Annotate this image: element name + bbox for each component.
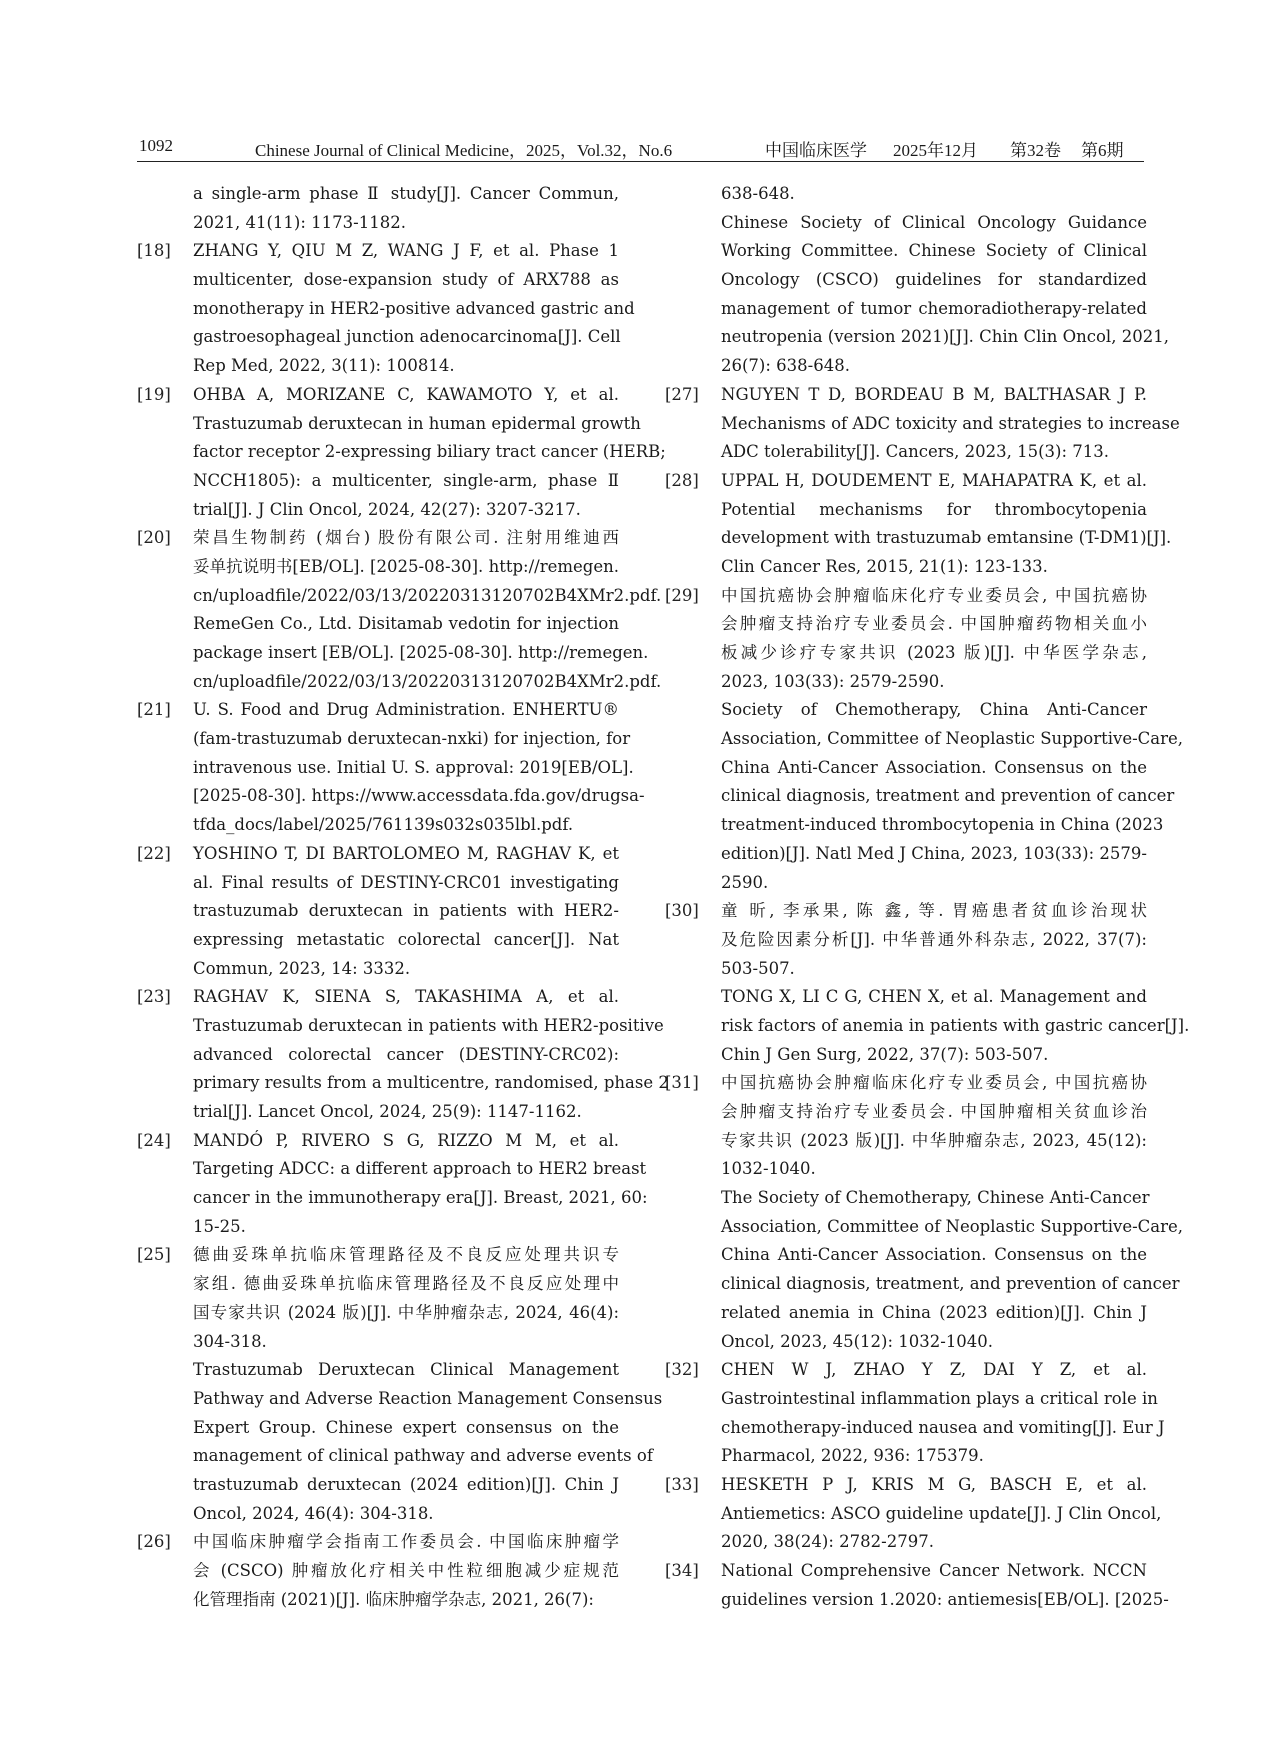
reference-number: [25]: [137, 1245, 171, 1265]
reference-line: cancer in the immunotherapy era[J]. Breast, 2021, 60:: [193, 1188, 648, 1208]
reference-line: China Anti-Cancer Association. Consensus on the: [721, 757, 1147, 777]
reference-line: chemotherapy-induced nausea and vomiting[J]. Eur J: [721, 1417, 1165, 1437]
reference-line: 会肿瘤支持治疗专业委员会. 中国肿瘤药物相关血小: [721, 614, 1147, 634]
reference-line: Antiemetics: ASCO guideline update[J]. J Clin Oncol,: [721, 1503, 1162, 1523]
reference-entry: [665, 1069, 1184, 1356]
reference-line: UPPAL H, DOUDEMENT E, MAHAPATRA K, et al.: [721, 470, 1147, 490]
journal-title-en: Chinese Journal of Clinical Medicine，2025，Vol.32，No.6: [255, 141, 673, 160]
reference-line: Chin J Gen Surg, 2022, 37(7): 503-507.: [721, 1044, 1049, 1064]
reference-number: [31]: [665, 1073, 699, 1093]
reference-number: [24]: [137, 1130, 171, 1150]
reference-entry: [137, 696, 645, 839]
reference-line: NCCH1805): a multicenter, single-arm, phase Ⅱ: [193, 470, 619, 490]
issue-date: 2025年12月: [893, 141, 978, 160]
volume-label: 第32卷: [1010, 141, 1061, 160]
reference-line: 童 昕, 李承果, 陈 鑫, 等. 胃癌患者贫血诊治现状: [721, 901, 1147, 921]
reference-line: trial[J]. J Clin Oncol, 2024, 42(27): 3207-3217.: [193, 499, 581, 519]
reference-entry: [137, 381, 666, 524]
reference-line: edition)[J]. Natl Med J China, 2023, 103(33): 2579-: [721, 843, 1147, 863]
reference-line: [2025-08-30]. https://www.accessdata.fda.gov/drugsa-: [193, 786, 645, 806]
reference-line: OHBA A, MORIZANE C, KAWAMOTO Y, et al.: [193, 384, 619, 404]
reference-line: multicenter, dose-expansion study of ARX788 as: [193, 270, 619, 290]
reference-number: [26]: [137, 1532, 171, 1552]
reference-line: TONG X, LI C G, CHEN X, et al. Management and: [721, 987, 1147, 1007]
reference-line: guidelines version 1.2020: antiemesis[EB/OL]. [2025-: [721, 1589, 1169, 1609]
reference-line: 503-507.: [721, 958, 795, 978]
reference-number: [22]: [137, 843, 171, 863]
reference-line: 中国抗癌协会肿瘤临床化疗专业委员会, 中国抗癌协: [721, 1073, 1147, 1093]
reference-line: Trastuzumab deruxtecan in patients with HER2-positive: [193, 1015, 664, 1035]
reference-line: 2020, 38(24): 2782-2797.: [721, 1532, 934, 1552]
reference-line: Targeting ADCC: a different approach to HER2 breast: [193, 1159, 647, 1179]
reference-line: 638-648.: [721, 184, 795, 203]
reference-line: Working Committee. Chinese Society of Clinical: [721, 241, 1147, 261]
reference-line: 家组. 德曲妥珠单抗临床管理路径及不良反应处理中: [193, 1274, 619, 1294]
reference-entry: [665, 1356, 1165, 1471]
reference-line: Rep Med, 2022, 3(11): 100814.: [193, 356, 455, 376]
reference-line: al. Final results of DESTINY-CRC01 investigating: [193, 872, 619, 892]
reference-number: [34]: [665, 1561, 699, 1580]
reference-entry: [665, 1557, 1169, 1614]
reference-line: factor receptor 2-expressing biliary tract cancer (HERB;: [193, 442, 666, 462]
reference-line: 荣昌生物制药 (烟台) 股份有限公司. 注射用维迪西: [193, 528, 619, 548]
reference-line: 及危险因素分析[J]. 中华普通外科杂志, 2022, 37(7):: [721, 929, 1147, 949]
reference-line: 德曲妥珠单抗临床管理路径及不良反应处理共识专: [193, 1245, 619, 1265]
reference-line: management of tumor chemoradiotherapy-related: [721, 298, 1147, 318]
reference-line: (fam-trastuzumab deruxtecan-nxki) for injection, for: [193, 729, 631, 749]
reference-line: 2023, 103(33): 2579-2590.: [721, 671, 945, 691]
reference-line: 304-318.: [193, 1331, 267, 1351]
reference-line: risk factors of anemia in patients with gastric cancer[J].: [721, 1015, 1190, 1035]
reference-number: [29]: [665, 585, 699, 605]
reference-entry: [137, 1528, 619, 1614]
reference-line: Oncology (CSCO) guidelines for standardized: [721, 270, 1147, 290]
reference-line: a single-arm phase Ⅱ study[J]. Cancer Commun,: [193, 184, 619, 203]
reference-line: trial[J]. Lancet Oncol, 2024, 25(9): 1147-1162.: [193, 1102, 582, 1121]
reference-line: 15-25.: [193, 1216, 246, 1236]
reference-line: Oncol, 2024, 46(4): 304-318.: [193, 1503, 434, 1523]
reference-line: clinical diagnosis, treatment, and prevention of cancer: [721, 1274, 1180, 1294]
reference-line: development with trastuzumab emtansine (T-DM1)[J].: [721, 528, 1172, 548]
reference-entry: [665, 467, 1172, 582]
reference-line: RAGHAV K, SIENA S, TAKASHIMA A, et al.: [193, 987, 619, 1007]
reference-column-left: [137, 180, 669, 1614]
page-number: 1092: [139, 136, 173, 155]
reference-line: 国专家共识 (2024 版)[J]. 中华肿瘤杂志, 2024, 46(4):: [193, 1302, 619, 1322]
reference-line: 专家共识 (2023 版)[J]. 中华肿瘤杂志, 2023, 45(12):: [721, 1130, 1147, 1150]
reference-line: 会 (CSCO) 肿瘤放化疗相关中性粒细胞减少症规范: [193, 1561, 619, 1580]
issue-label: 第6期: [1081, 141, 1124, 160]
reference-line: ZHANG Y, QIU M Z, WANG J F, et al. Phase 1: [193, 241, 619, 261]
reference-number: [32]: [665, 1360, 699, 1380]
reference-line: Association, Committee of Neoplastic Supportive-Care,: [721, 729, 1184, 749]
reference-number: [27]: [665, 384, 699, 404]
reference-number: [18]: [137, 241, 171, 261]
reference-line: Clin Cancer Res, 2015, 21(1): 123-133.: [721, 556, 1048, 576]
reference-line: management of clinical pathway and adverse events of: [193, 1446, 653, 1466]
reference-line: tfda_docs/label/2025/761139s032s035lbl.pdf.: [193, 815, 574, 835]
reference-line: National Comprehensive Cancer Network. NCCN: [721, 1561, 1147, 1580]
reference-number: [21]: [137, 700, 171, 720]
reference-line: 2590.: [721, 872, 769, 892]
reference-entry: [665, 381, 1180, 467]
reference-line: 26(7): 638-648.: [721, 356, 850, 376]
reference-entry: [137, 180, 619, 237]
reference-line: Trastuzumab Deruxtecan Clinical Management: [193, 1360, 619, 1380]
reference-entry: [137, 983, 669, 1126]
reference-line: 中国抗癌协会肿瘤临床化疗专业委员会, 中国抗癌协: [721, 585, 1147, 605]
reference-line: MANDÓ P, RIVERO S G, RIZZO M M, et al.: [193, 1130, 619, 1150]
reference-number: [28]: [665, 470, 699, 490]
reference-line: ADC tolerability[J]. Cancers, 2023, 15(3): 713.: [721, 442, 1109, 462]
reference-line: Oncol, 2023, 45(12): 1032-1040.: [721, 1331, 994, 1351]
reference-line: 2021, 41(11): 1173-1182.: [193, 212, 406, 232]
reference-line: Gastrointestinal inflammation plays a critical role in: [721, 1388, 1158, 1408]
reference-entry: [137, 840, 619, 983]
reference-line: primary results from a multicentre, randomised, phase 2: [193, 1073, 669, 1093]
reference-line: U. S. Food and Drug Administration. ENHERTU®: [193, 700, 619, 720]
reference-line: Pathway and Adverse Reaction Management Consensus: [193, 1388, 663, 1408]
reference-line: CHEN W J, ZHAO Y Z, DAI Y Z, et al.: [721, 1360, 1147, 1380]
reference-line: Expert Group. Chinese expert consensus on the: [193, 1417, 619, 1437]
reference-line: HESKETH P J, KRIS M G, BASCH E, et al.: [721, 1474, 1147, 1494]
reference-line: gastroesophageal junction adenocarcinoma[J]. Cell: [193, 327, 621, 347]
reference-line: Potential mechanisms for thrombocytopenia: [721, 499, 1147, 519]
journal-title-cn: 中国临床医学: [765, 141, 867, 160]
reference-number: [23]: [137, 987, 171, 1007]
reference-line: Pharmacol, 2022, 936: 175379.: [721, 1446, 984, 1466]
reference-line: trastuzumab deruxtecan (2024 edition)[J]. Chin J: [193, 1474, 619, 1494]
reference-line: RemeGen Co., Ltd. Disitamab vedotin for injection: [193, 614, 619, 634]
reference-line: 中国临床肿瘤学会指南工作委员会. 中国临床肿瘤学: [193, 1532, 619, 1552]
reference-entry: [665, 1471, 1162, 1557]
header-rule: [137, 161, 1144, 162]
reference-entry: [137, 1241, 663, 1528]
reference-line: 妥单抗说明书[EB/OL]. [2025-08-30]. http://remegen.: [193, 556, 619, 576]
reference-line: The Society of Chemotherapy, Chinese Anti-Cancer: [721, 1188, 1150, 1208]
reference-line: neutropenia (version 2021)[J]. Chin Clin Oncol, 2021,: [721, 327, 1169, 347]
reference-line: Commun, 2023, 14: 3332.: [193, 958, 411, 978]
reference-line: 板减少诊疗专家共识 (2023 版)[J]. 中华医学杂志,: [721, 643, 1147, 662]
reference-number: [20]: [137, 528, 171, 548]
reference-entry: [665, 582, 1184, 898]
reference-line: treatment-induced thrombocytopenia in China (2023: [721, 815, 1164, 835]
reference-line: cn/uploadfile/2022/03/13/20220313120702B4XMr2.pdf.: [193, 585, 662, 605]
reference-line: advanced colorectal cancer (DESTINY-CRC02):: [193, 1044, 619, 1064]
reference-column-right: [665, 180, 1190, 1614]
reference-line: intravenous use. Initial U. S. approval: 2019[EB/OL].: [193, 757, 634, 777]
reference-line: China Anti-Cancer Association. Consensus on the: [721, 1245, 1147, 1265]
reference-line: clinical diagnosis, treatment and prevention of cancer: [721, 786, 1175, 806]
reference-entry: [137, 1127, 648, 1242]
reference-line: 会肿瘤支持治疗专业委员会. 中国肿瘤相关贫血诊治: [721, 1102, 1147, 1121]
reference-entry: [137, 237, 635, 380]
reference-line: monotherapy in HER2-positive advanced gastric and: [193, 298, 635, 318]
reference-line: Trastuzumab deruxtecan in human epidermal growth: [193, 413, 641, 433]
reference-line: NGUYEN T D, BORDEAU B M, BALTHASAR J P.: [721, 384, 1147, 404]
reference-entry: [665, 180, 1169, 381]
reference-line: expressing metastatic colorectal cancer[J]. Nat: [193, 929, 619, 949]
reference-entry: [665, 897, 1190, 1069]
reference-line: package insert [EB/OL]. [2025-08-30]. http://remegen.: [193, 643, 649, 662]
reference-number: [33]: [665, 1474, 699, 1494]
reference-line: Society of Chemotherapy, China Anti-Cancer: [721, 700, 1147, 720]
reference-line: cn/uploadfile/2022/03/13/20220313120702B4XMr2.pdf.: [193, 671, 662, 691]
reference-line: Association, Committee of Neoplastic Supportive-Care,: [721, 1216, 1184, 1236]
reference-entry: [137, 524, 662, 696]
reference-line: 1032-1040.: [721, 1159, 816, 1179]
reference-line: Mechanisms of ADC toxicity and strategies to increase: [721, 413, 1180, 433]
reference-line: YOSHINO T, DI BARTOLOMEO M, RAGHAV K, et: [193, 843, 619, 863]
reference-number: [19]: [137, 384, 171, 404]
reference-number: [30]: [665, 901, 699, 921]
reference-line: related anemia in China (2023 edition)[J]. Chin J: [721, 1302, 1147, 1322]
reference-line: Chinese Society of Clinical Oncology Guidance: [721, 212, 1147, 232]
reference-line: trastuzumab deruxtecan in patients with HER2-: [193, 901, 619, 921]
reference-line: 化管理指南 (2021)[J]. 临床肿瘤学杂志, 2021, 26(7):: [193, 1589, 594, 1609]
